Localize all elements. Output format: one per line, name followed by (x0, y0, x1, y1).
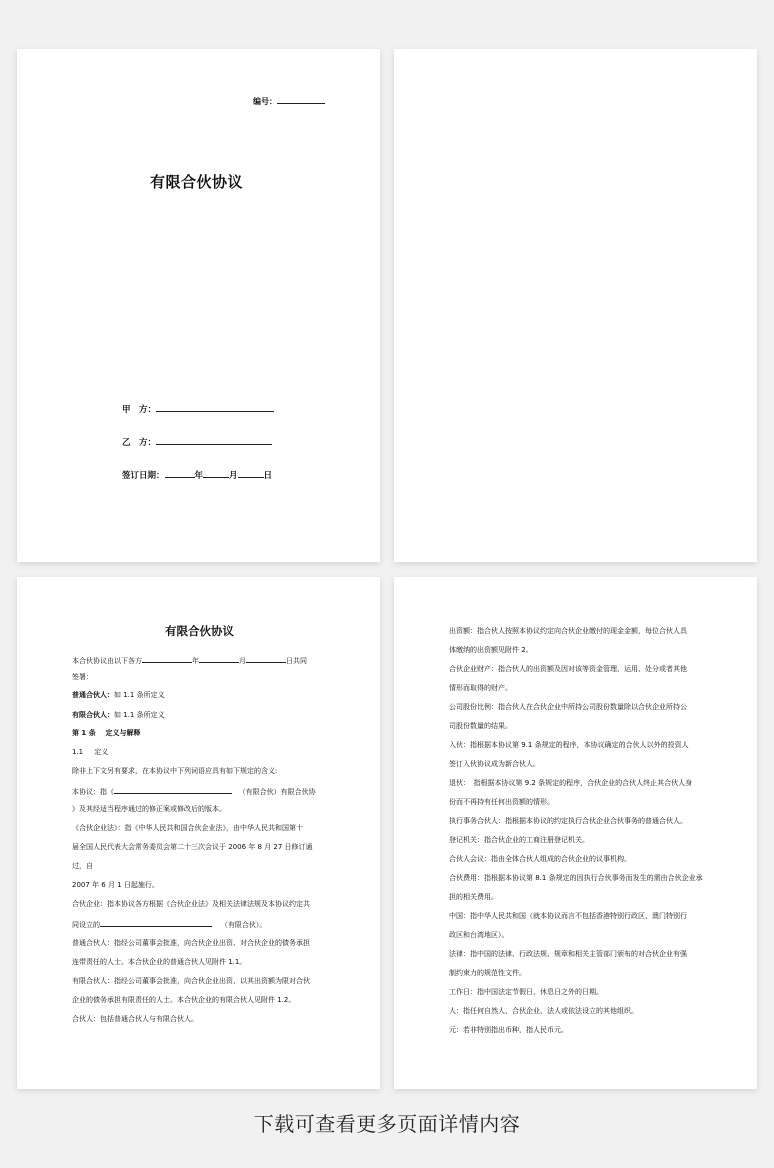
party-b-blank (156, 434, 272, 445)
gp-text: 如 1.1 条所定义 (114, 691, 165, 699)
document-number-blank (277, 93, 325, 104)
definition-line: 退伙： 指根据本协议第 9.2 条规定的程序，合伙企业的合伙人终止其合伙人身 (449, 779, 693, 787)
intro-day: 日共同 (286, 657, 307, 665)
party-b-label: 乙 方： (122, 438, 157, 448)
definition-line: 份而不再持有任何出资额的情形。 (449, 798, 554, 806)
definition-line: 签订入伙协议成为新合伙人。 (449, 760, 540, 768)
definition-line (72, 786, 316, 797)
party-a-blank (156, 401, 274, 412)
definition-line: 有限合伙人：指经公司董事会批准，向合伙企业出资、以其出资额为限对合伙 (72, 977, 310, 985)
definition-line: 司股份数量的结果。 (449, 722, 512, 730)
agreement-name-blank (114, 786, 232, 794)
definition-line: 合伙人会议：指由全体合伙人组成的合伙企业的议事机构。 (449, 855, 631, 863)
agreement-title: 有限合伙协议 (165, 624, 234, 638)
intro-year: 年 (192, 657, 199, 665)
intro-month: 月 (239, 657, 246, 665)
definition-line: 人：指任何自然人、合伙企业、法人或依法设立的其他组织。 (449, 1007, 638, 1015)
intro-blank-1 (142, 655, 192, 663)
definition-text: 同设立的 (72, 921, 100, 929)
definition-line: 担的相关费用。 (449, 893, 498, 901)
article-1-label: 第 1 条 (72, 729, 96, 737)
definition-line: 工作日：指中国法定节假日、休息日之外的日期。 (449, 988, 603, 996)
month-blank (203, 467, 229, 478)
document-number-label: 编号： (253, 97, 277, 106)
year-label: 年 (194, 471, 204, 481)
year-blank (165, 467, 195, 478)
definition-line: 执行事务合伙人：指根据本协议的约定执行合伙企业合伙事务的普通合伙人。 (449, 817, 687, 825)
party-a-field (122, 401, 274, 415)
definition-line: 体缴纳的出资额见附件 2。 (449, 646, 533, 654)
day-label: 日 (263, 471, 273, 481)
section-number: 1.1 (72, 748, 84, 756)
agreement-page-1 (17, 577, 380, 1089)
definition-line: 公司股份比例：指合伙人在合伙企业中所持公司股份数量除以合伙企业所持公 (449, 703, 687, 711)
definition-line: 2007 年 6 月 1 日起施行。 (72, 881, 159, 889)
article-1-title: 定义与解释 (105, 729, 141, 737)
gp-line (72, 691, 165, 700)
section-title: 定义 (94, 748, 109, 756)
intro-line-2: 签署： (72, 673, 93, 681)
definition-line: 登记机关：指合伙企业的工商注册登记机关。 (449, 836, 589, 844)
definition-line: 企业的债务承担有限责任的人士。本合伙企业的有限合伙人见附件 1.2。 (72, 996, 296, 1004)
definition-text: 本协议：指《 (72, 788, 114, 796)
lp-text: 如 1.1 条所定义 (114, 711, 165, 719)
sign-date-field (122, 467, 272, 481)
definition-line: 中国：指中华人民共和国（就本协议而言不包括香港特别行政区、澳门特别行 (449, 912, 687, 920)
enterprise-name-blank (100, 919, 212, 927)
definition-line: 合伙企业：指本协议各方根据《合伙企业法》及相关法律法规及本协议约定共 (72, 900, 310, 908)
intro-line (72, 655, 307, 666)
sign-date-label: 签订日期： (122, 471, 165, 481)
lp-label: 有限合伙人： (72, 711, 114, 719)
definition-line: 届全国人民代表大会常务委员会第二十三次会议于 2006 年 8 月 27 日修订通 (72, 843, 313, 851)
download-more-caption: 下载可查看更多页面详情内容 (253, 1112, 521, 1136)
definition-line: 制约束力的规范性文件。 (449, 969, 526, 977)
intro-text: 本合伙协议由以下各方 (72, 657, 142, 665)
day-blank (238, 467, 264, 478)
definition-text: （有限合伙）有限合伙协 (238, 788, 316, 796)
intro-blank-2 (199, 655, 239, 663)
definition-line: 连带责任的人士。本合伙企业的普通合伙人见附件 1.1。 (72, 958, 247, 966)
month-label: 月 (229, 471, 238, 481)
cover-title: 有限合伙协议 (150, 173, 244, 191)
definition-line: 》及其经适当程序通过的修正案或修改后的版本。 (72, 805, 226, 813)
definition-text: （有限合伙）。 (220, 921, 267, 929)
definition-line: 入伙：指根据本协议第 9.1 条规定的程序，本协议确定的合伙人以外的投资人 (449, 741, 689, 749)
definition-line: 合伙人：包括普通合伙人与有限合伙人。 (72, 1015, 198, 1023)
definition-line: 除非上下文另有要求，在本协议中下列词语应具有如下规定的含义: (72, 767, 278, 775)
definition-line: 元：若非特别指出币种，指人民币元。 (449, 1026, 568, 1034)
definition-line: 法律：指中国的法律、行政法规、规章和相关主管部门颁布的对合伙企业有强 (449, 950, 687, 958)
gp-label: 普通合伙人： (72, 691, 114, 699)
definition-line: 合伙费用：指根据本协议第 8.1 条规定的因执行合伙事务而发生的需由合伙企业承 (449, 874, 703, 882)
lp-line (72, 711, 165, 720)
document-number-field (253, 93, 325, 107)
definition-line: 情形而取得的财产。 (449, 684, 512, 692)
article-1-heading (72, 729, 141, 738)
definition-line: 过，自 (72, 862, 93, 870)
definition-line: 政区和台湾地区）。 (449, 931, 509, 939)
definition-line: 出资额：指合伙人按照本协议约定向合伙企业缴付的现金金额，每位合伙人具 (449, 627, 687, 635)
agreement-page-2 (394, 577, 757, 1089)
definition-line (72, 919, 266, 930)
section-1-1-heading (72, 748, 108, 757)
intro-blank-3 (246, 655, 286, 663)
cover-page (17, 49, 380, 562)
definition-line: 《合伙企业法》：指《中华人民共和国合伙企业法》，由中华人民共和国第十 (72, 824, 303, 832)
party-a-label: 甲 方： (122, 405, 157, 415)
definition-line: 普通合伙人：指经公司董事会批准，向合伙企业出资、对合伙企业的债务承担 (72, 939, 310, 947)
definition-line: 合伙企业财产：指合伙人的出资额及因对该等资金管理、运用、处分或者其他 (449, 665, 687, 673)
party-b-field (122, 434, 272, 448)
blank-page (394, 49, 757, 562)
